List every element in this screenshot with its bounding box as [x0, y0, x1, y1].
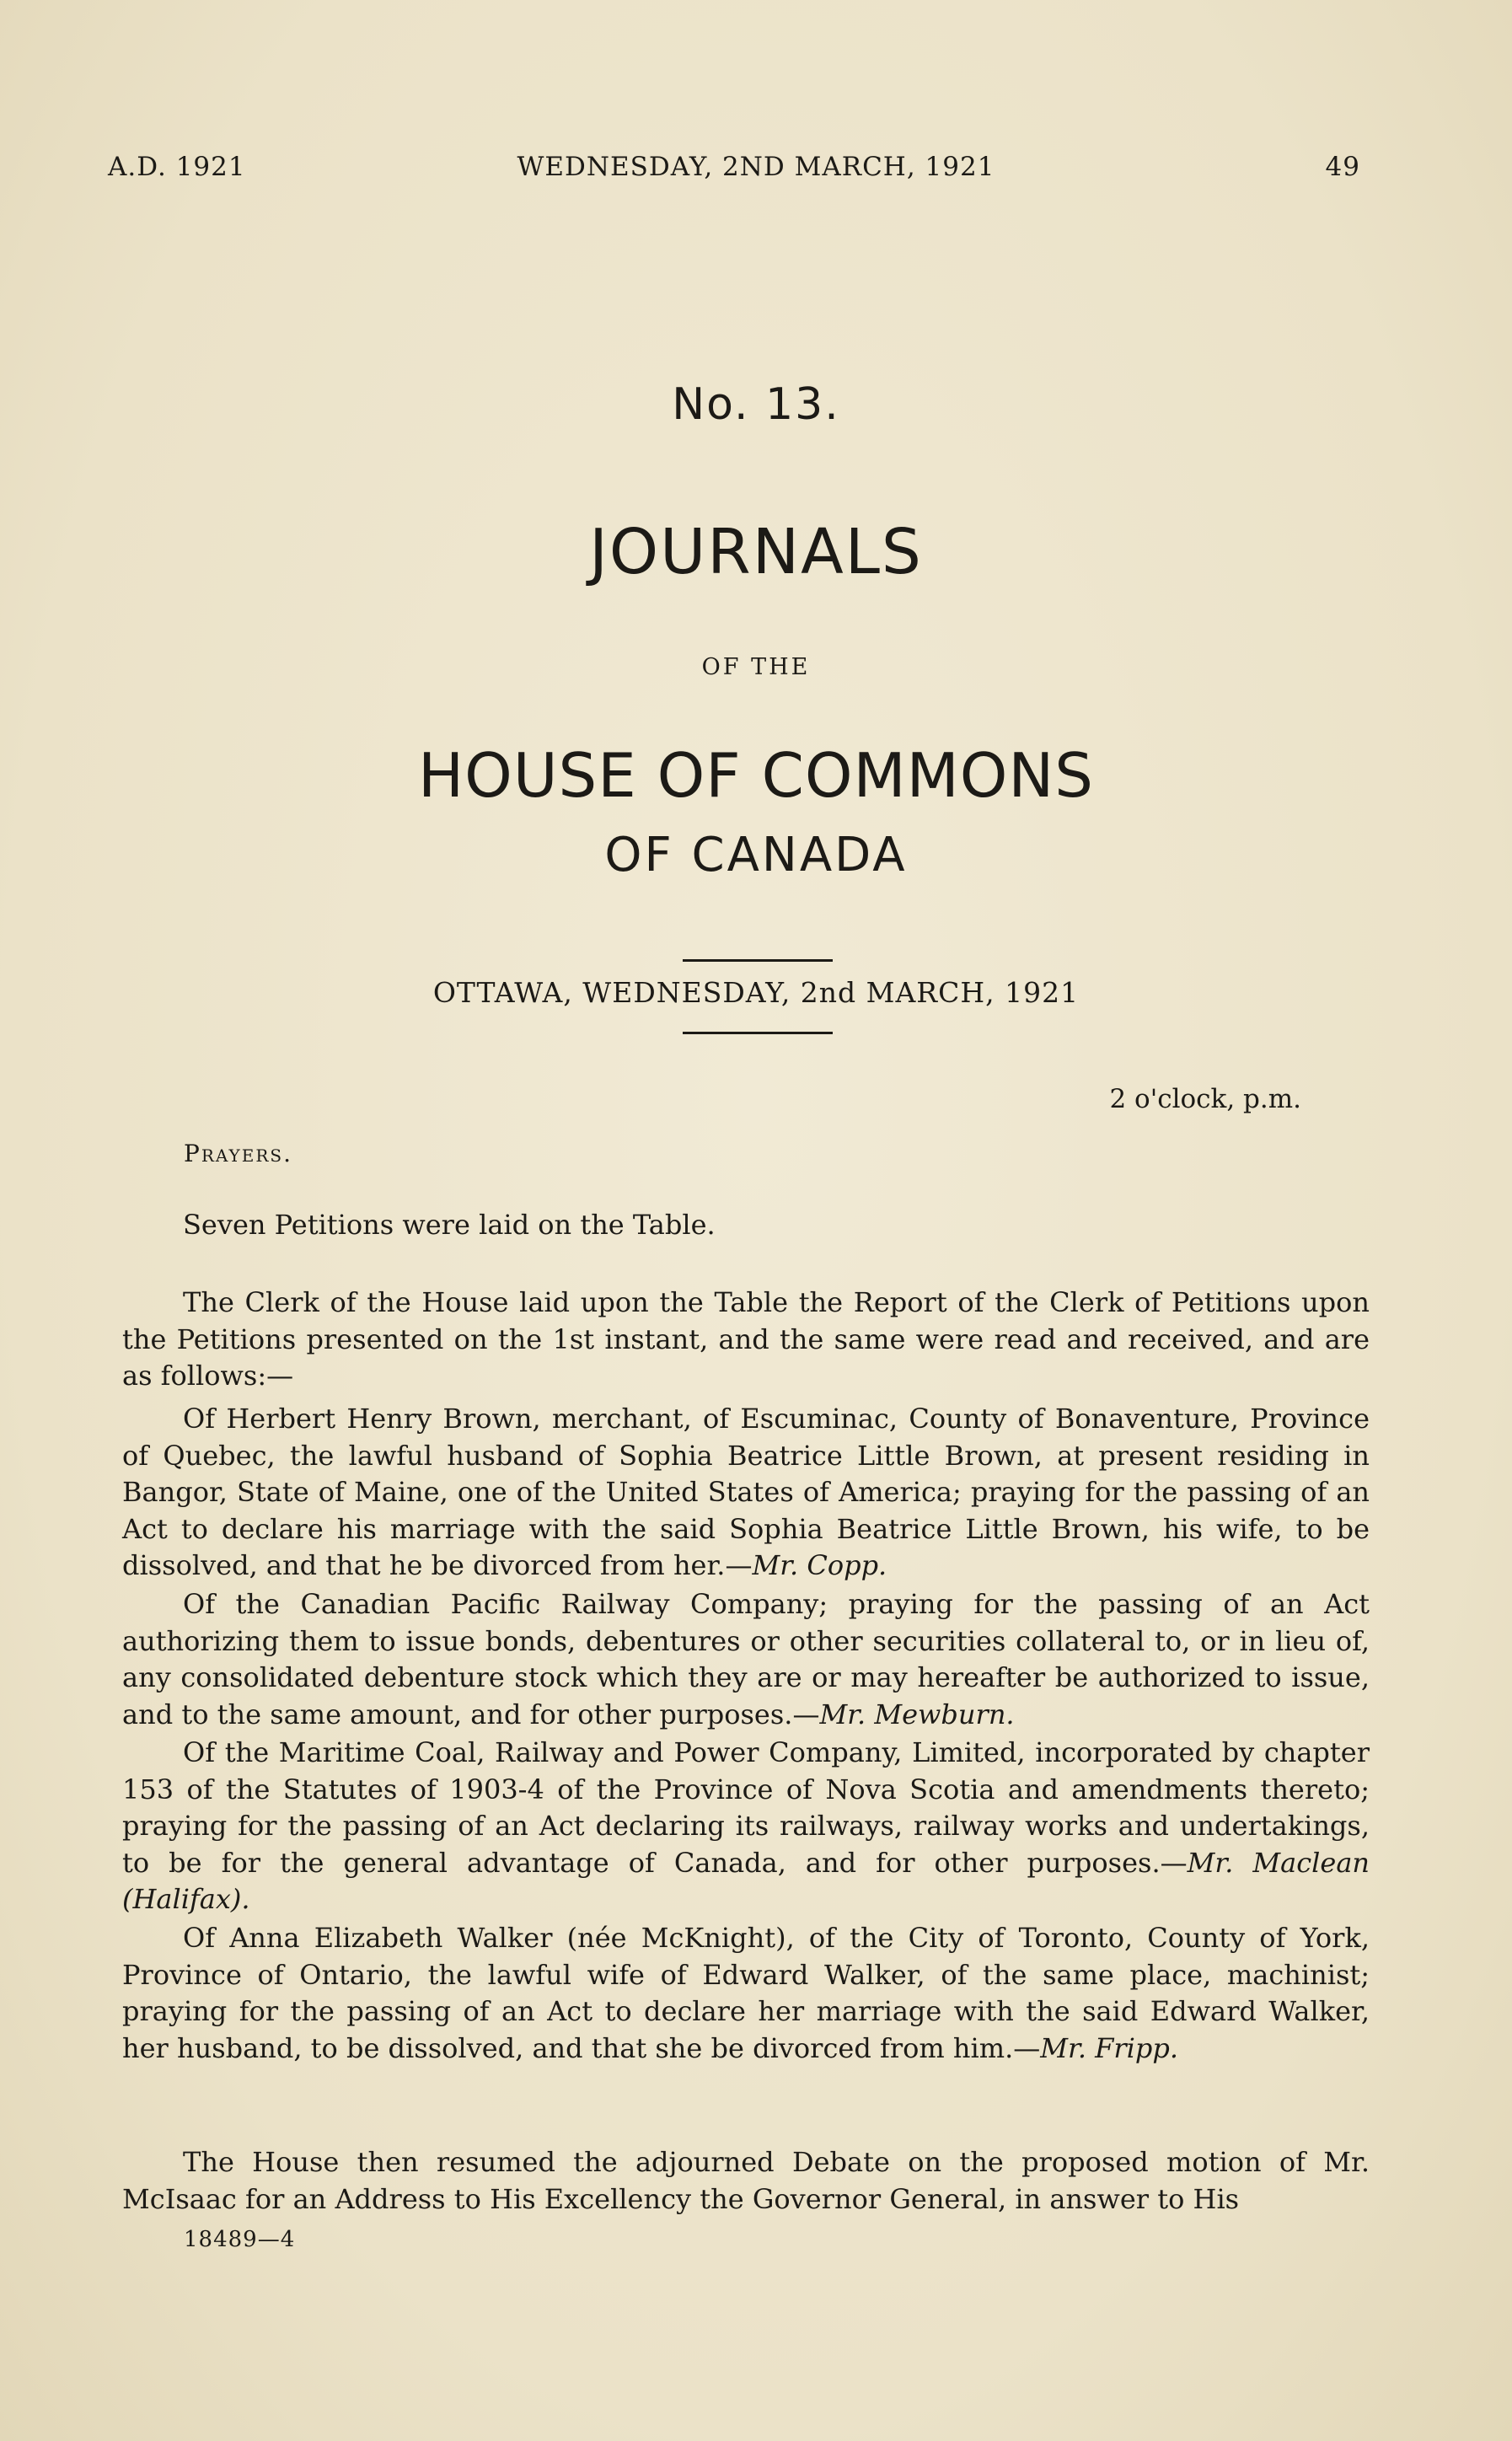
- running-head-date: WEDNESDAY, 2ND MARCH, 1921: [517, 152, 995, 182]
- page-title: JOURNALS: [589, 516, 923, 588]
- petition-walker-mover: Mr. Fripp.: [1040, 2031, 1179, 2064]
- petition-maritime: [122, 1735, 1370, 1918]
- petition-maritime-text: Of the Maritime Coal, Railway and Power Company, Limited, incorporated by chapter 153 of the Statutes of 1903-4 of the Province of Nova Scotia and amendments thereto; praying for the passing of an Act declaring its railways, railway works and undertakings, to be for the general advantage of Canada, and for other purposes.—: [122, 1736, 1370, 1879]
- page-number: 49: [1325, 152, 1360, 182]
- petition-brown-text: Of Herbert Henry Brown, merchant, of Escuminac, County of Bonaventure, Province of Quebec, the lawful husband of Sophia Beatrice Little Brown, at present residing in Bangor, State of Maine, one of the United States of America; praying for the passing of an Act to declare his marriage with the said Sophia Beatrice Little Brown, his wife, to be dissolved, and that he be divorced from her.—: [122, 1403, 1370, 1581]
- petition-walker-text: Of Anna Elizabeth Walker (née McKnight), of the City of Toronto, County of York, Province of Ontario, the lawful wife of Edward Walker, of the same place, machinist; praying for the passing of an Act to declare her marriage with the said Edward Walker, her husband, to be dissolved, and that she be divorced from him.—: [122, 1922, 1370, 2064]
- divider-bottom: [683, 1032, 833, 1034]
- sitting-time: 2 o'clock, p.m.: [1109, 1084, 1301, 1114]
- petition-cpr-mover: Mr. Mewburn.: [819, 1698, 1015, 1730]
- debate-paragraph: [122, 2144, 1370, 2218]
- petitions-laid-paragraph: [122, 1207, 1370, 1244]
- petition-brown: [122, 1401, 1370, 1585]
- petition-brown-mover: Mr. Copp.: [752, 1549, 887, 1581]
- debate-text: The House then resumed the adjourned Debate on the proposed motion of Mr. McIsaac for an Address to His Excellency the Governor General, in answer to His: [122, 2146, 1370, 2215]
- clerk-report-text: The Clerk of the House laid upon the Table the Report of the Clerk of Petitions upon the Petitions presented on the 1st instant, and the same were read and received, and are as follows:—: [122, 1286, 1370, 1392]
- petition-walker: [122, 1920, 1370, 2067]
- petition-cpr-text: Of the Canadian Pacific Railway Company; praying for the passing of an Act authorizing them to issue bonds, debentures or other securities collateral to, or in lieu of, any consolidated debenture stock which they are or may hereafter be authorized to issue, and to the same amount, and for other purposes.—: [122, 1588, 1370, 1730]
- dateline: OTTAWA, WEDNESDAY, 2nd MARCH, 1921: [432, 976, 1080, 1009]
- printer-code: 18489—4: [184, 2227, 296, 2252]
- country-subtitle: OF CANADA: [604, 828, 908, 883]
- running-head: [0, 152, 1512, 194]
- petition-cpr: [122, 1586, 1370, 1733]
- petition-maritime-mover: Mr. Maclean (Halifax).: [122, 1846, 1370, 1915]
- running-head-year: A.D. 1921: [108, 152, 246, 182]
- issue-number: No. 13.: [672, 379, 840, 430]
- petitions-laid-text: Seven Petitions were laid on the Table.: [183, 1209, 716, 1241]
- house-title: HOUSE OF COMMONS: [418, 740, 1094, 811]
- prayers-heading: Prayers.: [184, 1140, 292, 1167]
- title-connector: OF THE: [701, 654, 811, 680]
- clerk-report-paragraph: [122, 1285, 1370, 1395]
- divider-top: [683, 959, 833, 962]
